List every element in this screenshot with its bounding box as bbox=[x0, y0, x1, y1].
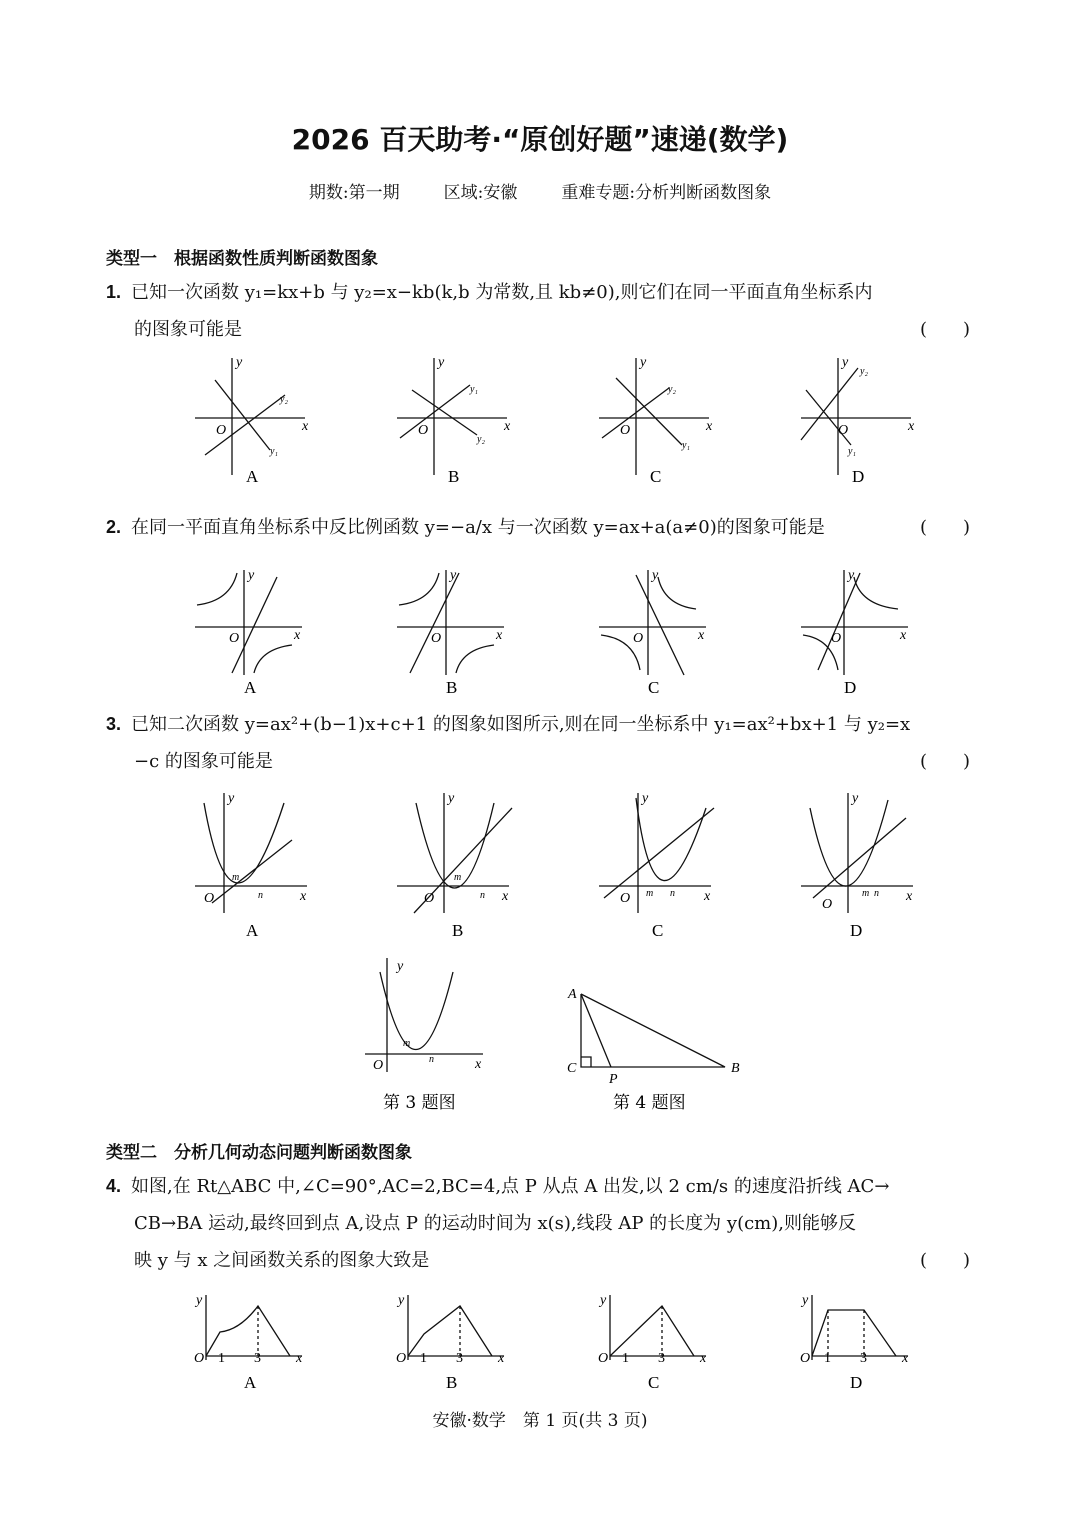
svg-text:C: C bbox=[650, 467, 662, 486]
svg-text:x: x bbox=[498, 1351, 505, 1366]
svg-text:y₁: y₁ bbox=[270, 446, 278, 457]
svg-text:O: O bbox=[229, 631, 240, 646]
svg-text:y: y bbox=[848, 568, 855, 583]
question-text: 已知二次函数 y=ax²+(b−1)x+c+1 的图象如图所示,则在同一坐标系中 y₁=ax²+bx+1 与 y₂=x bbox=[131, 714, 911, 735]
q3-figures bbox=[0, 788, 1080, 948]
svg-text:D: D bbox=[850, 1373, 863, 1392]
q1-option-a-graph bbox=[195, 355, 309, 486]
issue: 期数:第一期 bbox=[308, 183, 400, 203]
q3-option-b-graph bbox=[397, 791, 512, 940]
q1-option-c-graph bbox=[599, 355, 713, 486]
question-number: 3. bbox=[106, 714, 122, 734]
svg-text:y₂: y₂ bbox=[860, 366, 868, 377]
region: 区域:安徽 bbox=[443, 183, 518, 203]
svg-text:x: x bbox=[300, 889, 307, 904]
svg-text:O: O bbox=[822, 897, 833, 912]
svg-text:C: C bbox=[648, 678, 660, 697]
svg-text:第 4 题图: 第 4 题图 bbox=[613, 1093, 686, 1113]
question-text: 映 y 与 x 之间函数关系的图象大致是 bbox=[134, 1250, 430, 1271]
svg-text:m: m bbox=[232, 872, 240, 883]
q1-figures bbox=[0, 350, 1080, 490]
svg-text:n: n bbox=[258, 890, 263, 901]
svg-text:m: m bbox=[454, 872, 462, 883]
question-1 bbox=[106, 274, 976, 348]
svg-text:m: m bbox=[403, 1038, 411, 1049]
topic: 重难专题:分析判断函数图象 bbox=[561, 183, 772, 203]
svg-text:x: x bbox=[294, 628, 301, 643]
svg-text:3: 3 bbox=[860, 1351, 867, 1366]
svg-text:x: x bbox=[902, 1351, 909, 1366]
figure-3-parabola bbox=[365, 958, 483, 1113]
svg-text:O: O bbox=[831, 631, 842, 646]
svg-text:x: x bbox=[906, 889, 913, 904]
section-2-heading: 类型二 分析几何动态问题判断函数图象 bbox=[106, 1143, 412, 1163]
svg-text:y: y bbox=[642, 791, 649, 806]
svg-text:A: A bbox=[244, 678, 257, 697]
svg-text:m: m bbox=[646, 888, 654, 899]
svg-text:x: x bbox=[700, 1351, 707, 1366]
q2-option-b-graph bbox=[397, 568, 504, 697]
q2-option-c-graph bbox=[599, 568, 706, 697]
question-number: 2. bbox=[106, 517, 122, 537]
section-1-heading: 类型一 根据函数性质判断函数图象 bbox=[106, 249, 378, 269]
svg-text:O: O bbox=[424, 891, 435, 906]
svg-text:m: m bbox=[862, 888, 870, 899]
svg-text:A: A bbox=[244, 1373, 257, 1392]
question-text: 已知一次函数 y₁=kx+b 与 y₂=x−kb(k,b 为常数,且 kb≠0),则它们在同一平面直角坐标系内 bbox=[131, 282, 873, 303]
svg-text:O: O bbox=[431, 631, 442, 646]
q3-option-c-graph bbox=[599, 791, 714, 940]
svg-text:3: 3 bbox=[658, 1351, 665, 1366]
svg-text:A: A bbox=[568, 987, 577, 1002]
svg-text:O: O bbox=[204, 891, 215, 906]
svg-text:x: x bbox=[296, 1351, 303, 1366]
svg-text:1: 1 bbox=[622, 1351, 629, 1366]
svg-text:y₁: y₁ bbox=[470, 384, 478, 395]
q4-figures bbox=[0, 1290, 1080, 1398]
question-2 bbox=[106, 509, 976, 546]
question-text: 的图象可能是 bbox=[134, 319, 242, 340]
svg-text:x: x bbox=[900, 628, 907, 643]
svg-text:D: D bbox=[852, 467, 865, 486]
svg-text:n: n bbox=[670, 888, 675, 899]
figure-4-triangle bbox=[567, 987, 740, 1113]
svg-text:x: x bbox=[496, 628, 503, 643]
svg-text:y₂: y₂ bbox=[280, 394, 288, 405]
svg-text:1: 1 bbox=[824, 1351, 831, 1366]
svg-text:x: x bbox=[475, 1057, 482, 1072]
svg-text:y₂: y₂ bbox=[668, 384, 676, 395]
svg-text:y: y bbox=[228, 791, 235, 806]
svg-text:O: O bbox=[800, 1351, 811, 1366]
svg-text:O: O bbox=[633, 631, 644, 646]
svg-text:B: B bbox=[446, 1373, 458, 1392]
svg-text:O: O bbox=[620, 891, 631, 906]
svg-text:A: A bbox=[246, 467, 259, 486]
svg-text:x: x bbox=[504, 419, 511, 434]
svg-text:n: n bbox=[874, 888, 879, 899]
svg-text:B: B bbox=[448, 467, 460, 486]
svg-text:O: O bbox=[194, 1351, 205, 1366]
page-footer: 安徽·数学 第 1 页(共 3 页) bbox=[432, 1411, 648, 1431]
svg-text:y: y bbox=[397, 959, 404, 974]
svg-text:O: O bbox=[620, 423, 631, 438]
svg-text:B: B bbox=[446, 678, 458, 697]
svg-text:y₁: y₁ bbox=[848, 446, 856, 457]
svg-text:y: y bbox=[236, 355, 243, 370]
svg-text:x: x bbox=[908, 419, 915, 434]
question-number: 1. bbox=[106, 282, 122, 302]
q2-option-d-graph bbox=[801, 568, 908, 697]
svg-text:O: O bbox=[216, 423, 227, 438]
q2-figures bbox=[0, 565, 1080, 700]
svg-text:y₂: y₂ bbox=[477, 434, 485, 445]
q1-option-b-graph bbox=[397, 355, 511, 486]
svg-text:y: y bbox=[600, 1293, 607, 1308]
question-text: CB→BA 运动,最终回到点 A,设点 P 的运动时间为 x(s),线段 AP 的长度为 y(cm),则能够反 bbox=[134, 1213, 856, 1234]
q3-option-d-graph bbox=[801, 791, 913, 940]
svg-text:P: P bbox=[609, 1072, 618, 1087]
q3-option-a-graph bbox=[195, 791, 307, 940]
svg-text:O: O bbox=[396, 1351, 407, 1366]
svg-text:B: B bbox=[731, 1061, 740, 1076]
answer-blank: ( ) bbox=[919, 751, 970, 772]
svg-text:O: O bbox=[418, 423, 429, 438]
svg-text:1: 1 bbox=[218, 1351, 225, 1366]
svg-text:y: y bbox=[438, 355, 445, 370]
q2-option-a-graph bbox=[195, 568, 302, 697]
q4-option-d-graph bbox=[800, 1293, 909, 1392]
svg-text:A: A bbox=[246, 921, 259, 940]
svg-text:C: C bbox=[648, 1373, 660, 1392]
svg-text:1: 1 bbox=[420, 1351, 427, 1366]
q4-option-c-graph bbox=[598, 1293, 707, 1392]
svg-text:y: y bbox=[852, 791, 859, 806]
svg-text:x: x bbox=[704, 889, 711, 904]
svg-text:y: y bbox=[450, 568, 457, 583]
question-text: 在同一平面直角坐标系中反比例函数 y=−a/x 与一次函数 y=ax+a(a≠0)的图象可能是 bbox=[131, 517, 825, 538]
svg-text:第 3 题图: 第 3 题图 bbox=[383, 1093, 456, 1113]
question-text: −c 的图象可能是 bbox=[134, 751, 273, 772]
svg-text:O: O bbox=[598, 1351, 609, 1366]
q1-option-d-graph bbox=[801, 355, 915, 486]
page-title: 2026 百天助考·“原创好题”速递(数学) bbox=[291, 123, 789, 156]
svg-text:y: y bbox=[196, 1293, 203, 1308]
svg-text:B: B bbox=[452, 921, 464, 940]
svg-text:n: n bbox=[480, 890, 485, 901]
answer-blank: ( ) bbox=[919, 319, 970, 340]
meta-line bbox=[0, 178, 1080, 203]
question-4 bbox=[106, 1168, 976, 1279]
svg-text:n: n bbox=[429, 1054, 434, 1065]
reference-figures bbox=[0, 952, 1080, 1122]
question-text: 如图,在 Rt△ABC 中,∠C=90°,AC=2,BC=4,点 P 从点 A 出发,以 2 cm/s 的速度沿折线 AC→ bbox=[131, 1176, 890, 1197]
svg-text:O: O bbox=[373, 1058, 384, 1073]
svg-text:D: D bbox=[850, 921, 863, 940]
question-number: 4. bbox=[106, 1176, 122, 1196]
svg-text:y: y bbox=[802, 1293, 809, 1308]
svg-text:y: y bbox=[448, 791, 455, 806]
svg-text:y: y bbox=[652, 568, 659, 583]
svg-text:x: x bbox=[698, 628, 705, 643]
svg-text:y: y bbox=[248, 568, 255, 583]
svg-text:y₁: y₁ bbox=[682, 440, 690, 451]
svg-text:x: x bbox=[706, 419, 713, 434]
svg-text:O: O bbox=[838, 423, 849, 438]
svg-text:y: y bbox=[398, 1293, 405, 1308]
svg-text:x: x bbox=[502, 889, 509, 904]
answer-blank: ( ) bbox=[919, 517, 970, 538]
answer-blank: ( ) bbox=[919, 1250, 970, 1271]
svg-text:3: 3 bbox=[456, 1351, 463, 1366]
question-3 bbox=[106, 706, 976, 780]
svg-text:C: C bbox=[652, 921, 664, 940]
q4-option-a-graph bbox=[194, 1293, 303, 1392]
svg-text:C: C bbox=[567, 1061, 577, 1076]
svg-text:y: y bbox=[640, 355, 647, 370]
q4-option-b-graph bbox=[396, 1293, 505, 1392]
svg-text:y: y bbox=[842, 355, 849, 370]
svg-text:D: D bbox=[844, 678, 857, 697]
svg-text:3: 3 bbox=[254, 1351, 261, 1366]
svg-text:x: x bbox=[302, 419, 309, 434]
